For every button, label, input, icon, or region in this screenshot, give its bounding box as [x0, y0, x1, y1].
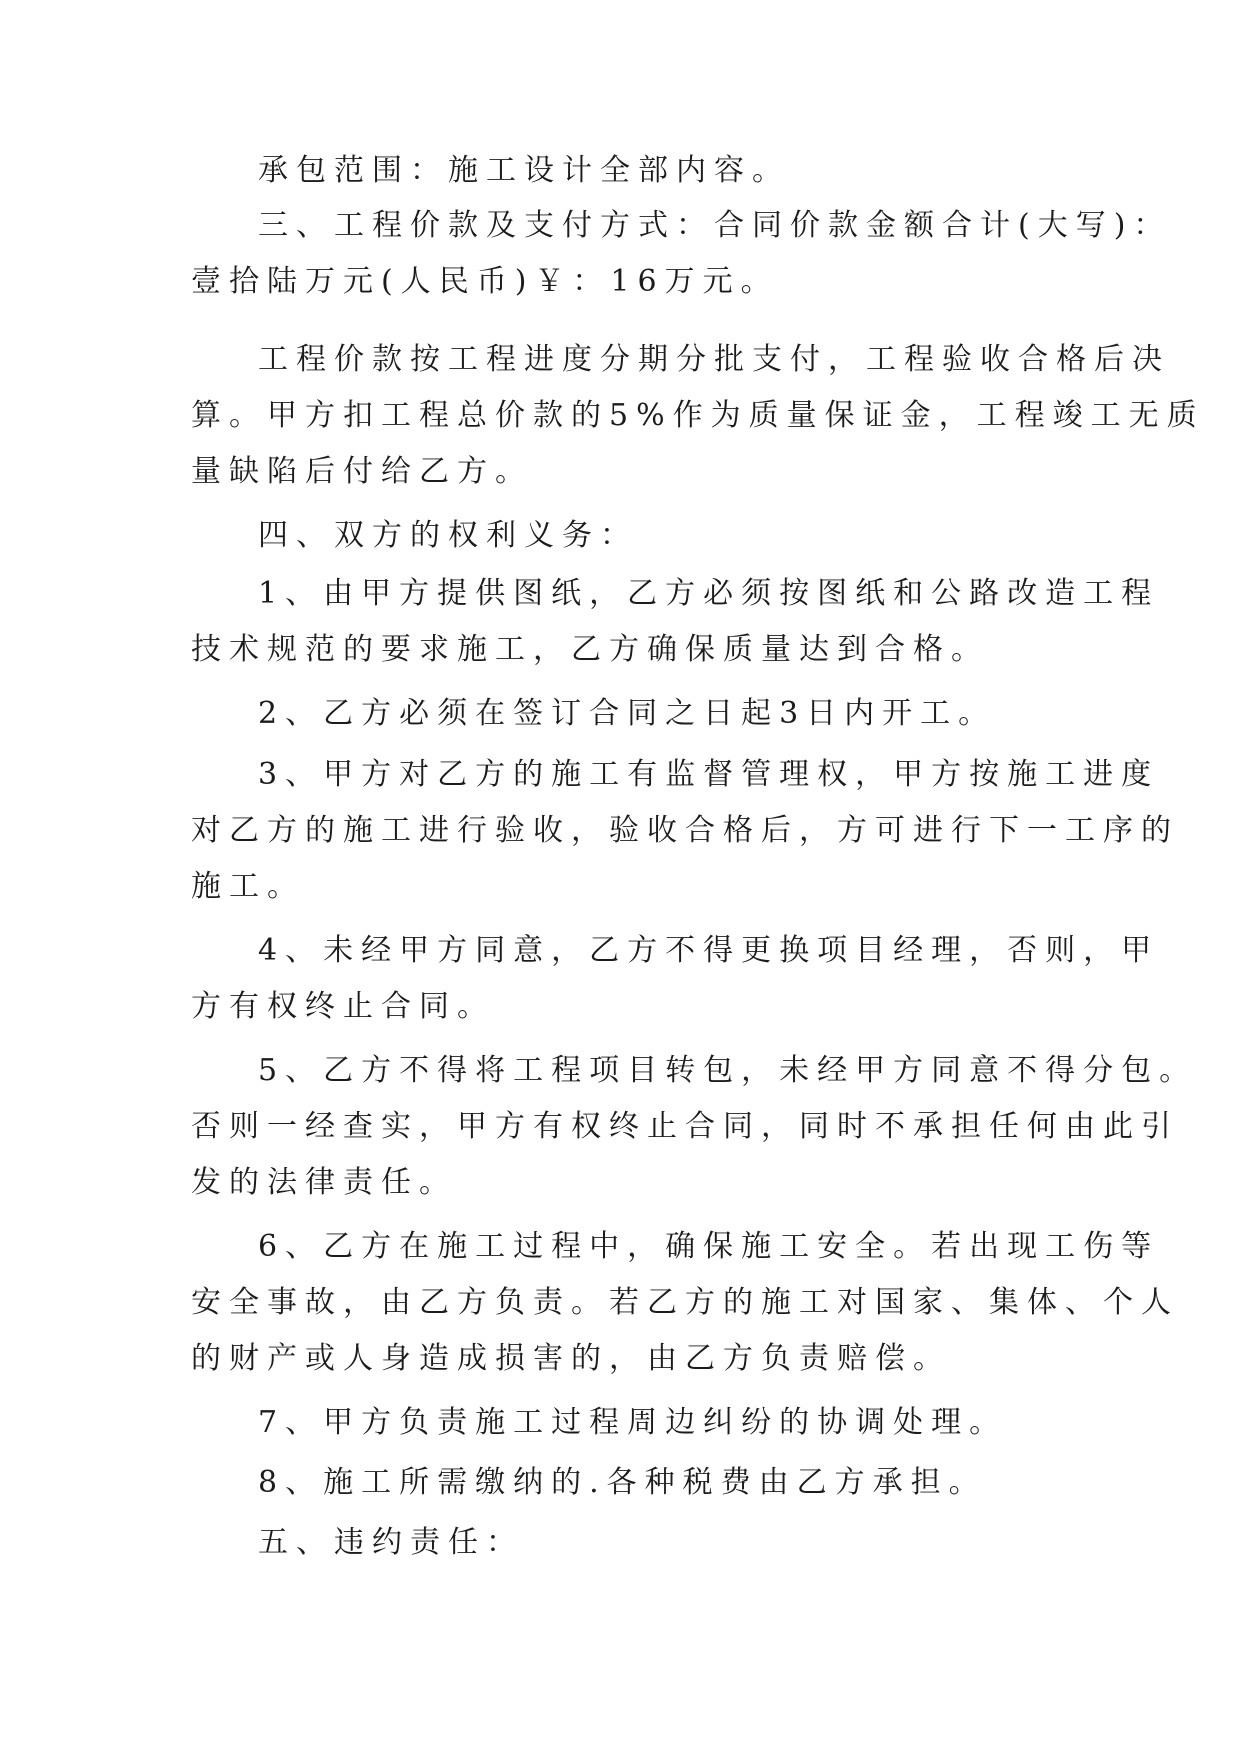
text-line: 施工。: [191, 869, 305, 904]
text-line: 技术规范的要求施工，乙方确保质量达到合格。: [191, 632, 989, 667]
text-line: 6、乙方在施工过程中，确保施工安全。若出现工伤等: [258, 1229, 1160, 1264]
text-line: 1、由甲方提供图纸，乙方必须按图纸和公路改造工程: [258, 576, 1160, 611]
text-line: 4、未经甲方同意，乙方不得更换项目经理，否则，甲: [258, 933, 1160, 968]
text-line: 方有权终止合同。: [191, 989, 495, 1024]
text-line: 发的法律责任。: [191, 1165, 457, 1200]
text-line: 算。甲方扣工程总价款的5%作为质量保证金，工程竣工无质: [191, 398, 1205, 433]
text-line: 7、甲方负责施工过程周边纠纷的协调处理。: [258, 1405, 1008, 1440]
text-line: 否则一经查实，甲方有权终止合同，同时不承担任何由此引: [191, 1109, 1179, 1144]
text-line: 量缺陷后付给乙方。: [191, 454, 533, 489]
text-line: 对乙方的施工进行验收，验收合格后，方可进行下一工序的: [191, 813, 1179, 848]
text-line: 5、乙方不得将工程项目转包，未经甲方同意不得分包。: [258, 1053, 1198, 1088]
text-line: 壹拾陆万元(人民币)￥：16万元。: [191, 264, 779, 299]
text-line: 2、乙方必须在签订合同之日起3日内开工。: [258, 696, 997, 731]
text-line: 3、甲方对乙方的施工有监督管理权，甲方按施工进度: [258, 757, 1160, 792]
text-line: 8、施工所需缴纳的.各种税费由乙方承担。: [258, 1465, 987, 1500]
text-line: 承包范围：施工设计全部内容。: [258, 153, 790, 188]
text-line: 安全事故，由乙方负责。若乙方的施工对国家、集体、个人: [191, 1285, 1179, 1320]
text-line: 四、双方的权利义务：: [258, 518, 638, 553]
text-line: 五、违约责任：: [258, 1525, 524, 1560]
text-line: 三、工程价款及支付方式：合同价款金额合计(大写)：: [258, 208, 1172, 243]
text-line: 的财产或人身造成损害的，由乙方负责赔偿。: [191, 1341, 951, 1376]
text-line: 工程价款按工程进度分期分批支付，工程验收合格后决: [258, 342, 1170, 377]
